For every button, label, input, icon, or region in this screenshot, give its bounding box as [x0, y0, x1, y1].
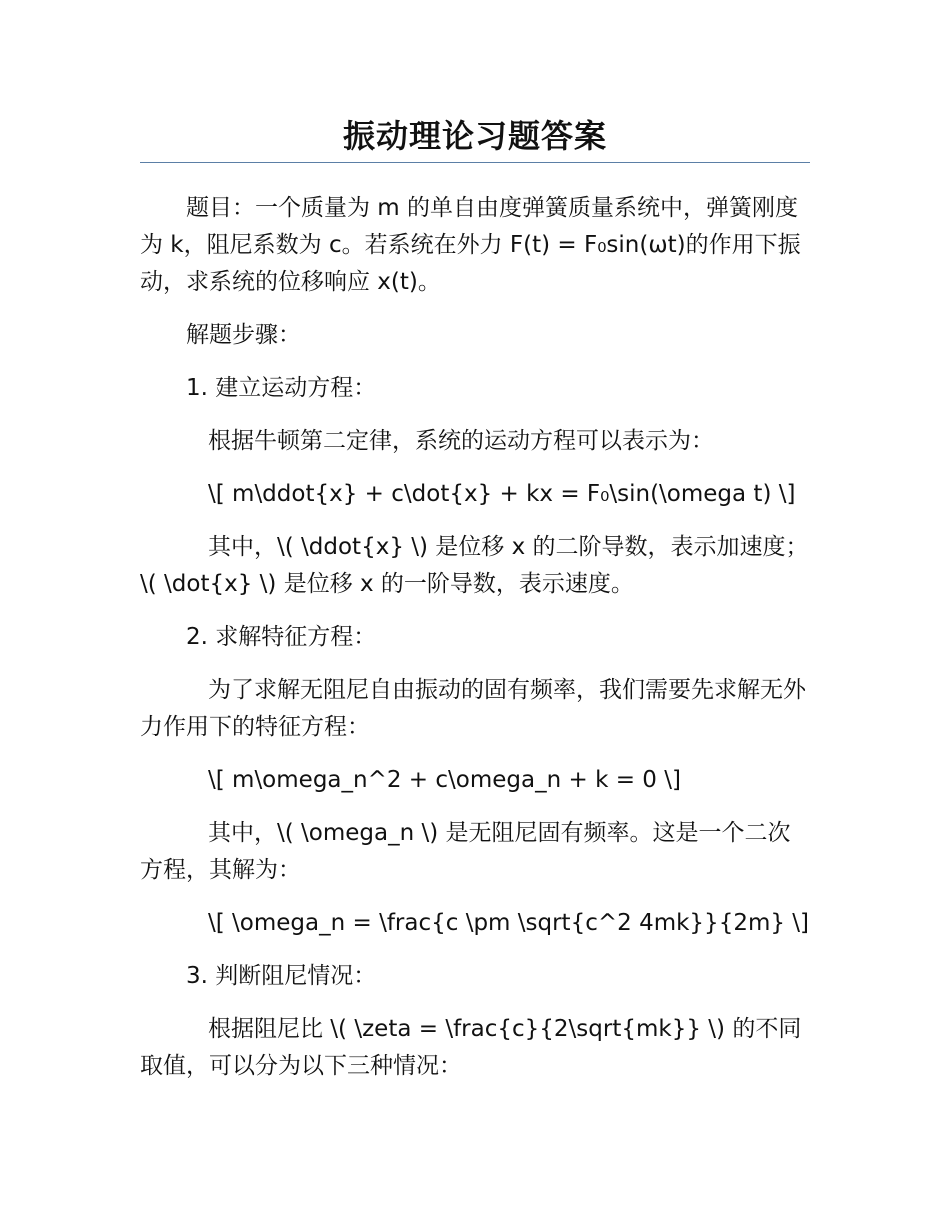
step3-heading: 3. 判断阻尼情况：: [186, 963, 377, 989]
characteristic-solution: \[ \omega_n = \frac{c \pm \sqrt{c^2 4mk}}{2m} \]: [208, 910, 810, 936]
equation-of-motion: \[ m\ddot{x} + c\dot{x} + kx = F₀\sin(\omega t) \]: [208, 481, 796, 507]
step1-intro: 根据牛顿第二定律，系统的运动方程可以表示为：: [208, 428, 714, 454]
document-title: 振动理论习题答案: [342, 117, 607, 155]
step1-heading: 1. 建立运动方程：: [186, 375, 377, 401]
title-divider: [140, 162, 810, 163]
problem-statement: 题目：一个质量为 m 的单自由度弹簧质量系统中，弹簧刚度为 k，阻尼系数为 c。若系统在外力 F(t) = F₀sin(ωt)的作用下振动，求系统的位移响应 x(t)。: [140, 195, 801, 295]
step2-intro: 为了求解无阻尼自由振动的固有频率，我们需要先求解无外力作用下的特征方程：: [140, 677, 806, 740]
step2-explanation: 其中，\( \omega_n \) 是无阻尼固有频率。这是一个二次方程，其解为：: [140, 820, 791, 883]
step3-intro: 根据阻尼比 \( \zeta = \frac{c}{2\sqrt{mk}} \) 的不同取值，可以分为以下三种情况：: [140, 1016, 802, 1079]
document-page: [140, 0, 810, 1230]
steps-heading: 解题步骤：: [186, 322, 301, 348]
document-body: [140, 190, 810, 1101]
step2-heading: 2. 求解特征方程：: [186, 624, 377, 650]
step1-explanation: 其中，\( \ddot{x} \) 是位移 x 的二阶导数，表示加速度；\( \dot{x} \) 是位移 x 的一阶导数，表示速度。: [140, 534, 809, 597]
characteristic-equation: \[ m\omega_n^2 + c\omega_n + k = 0 \]: [208, 767, 681, 793]
